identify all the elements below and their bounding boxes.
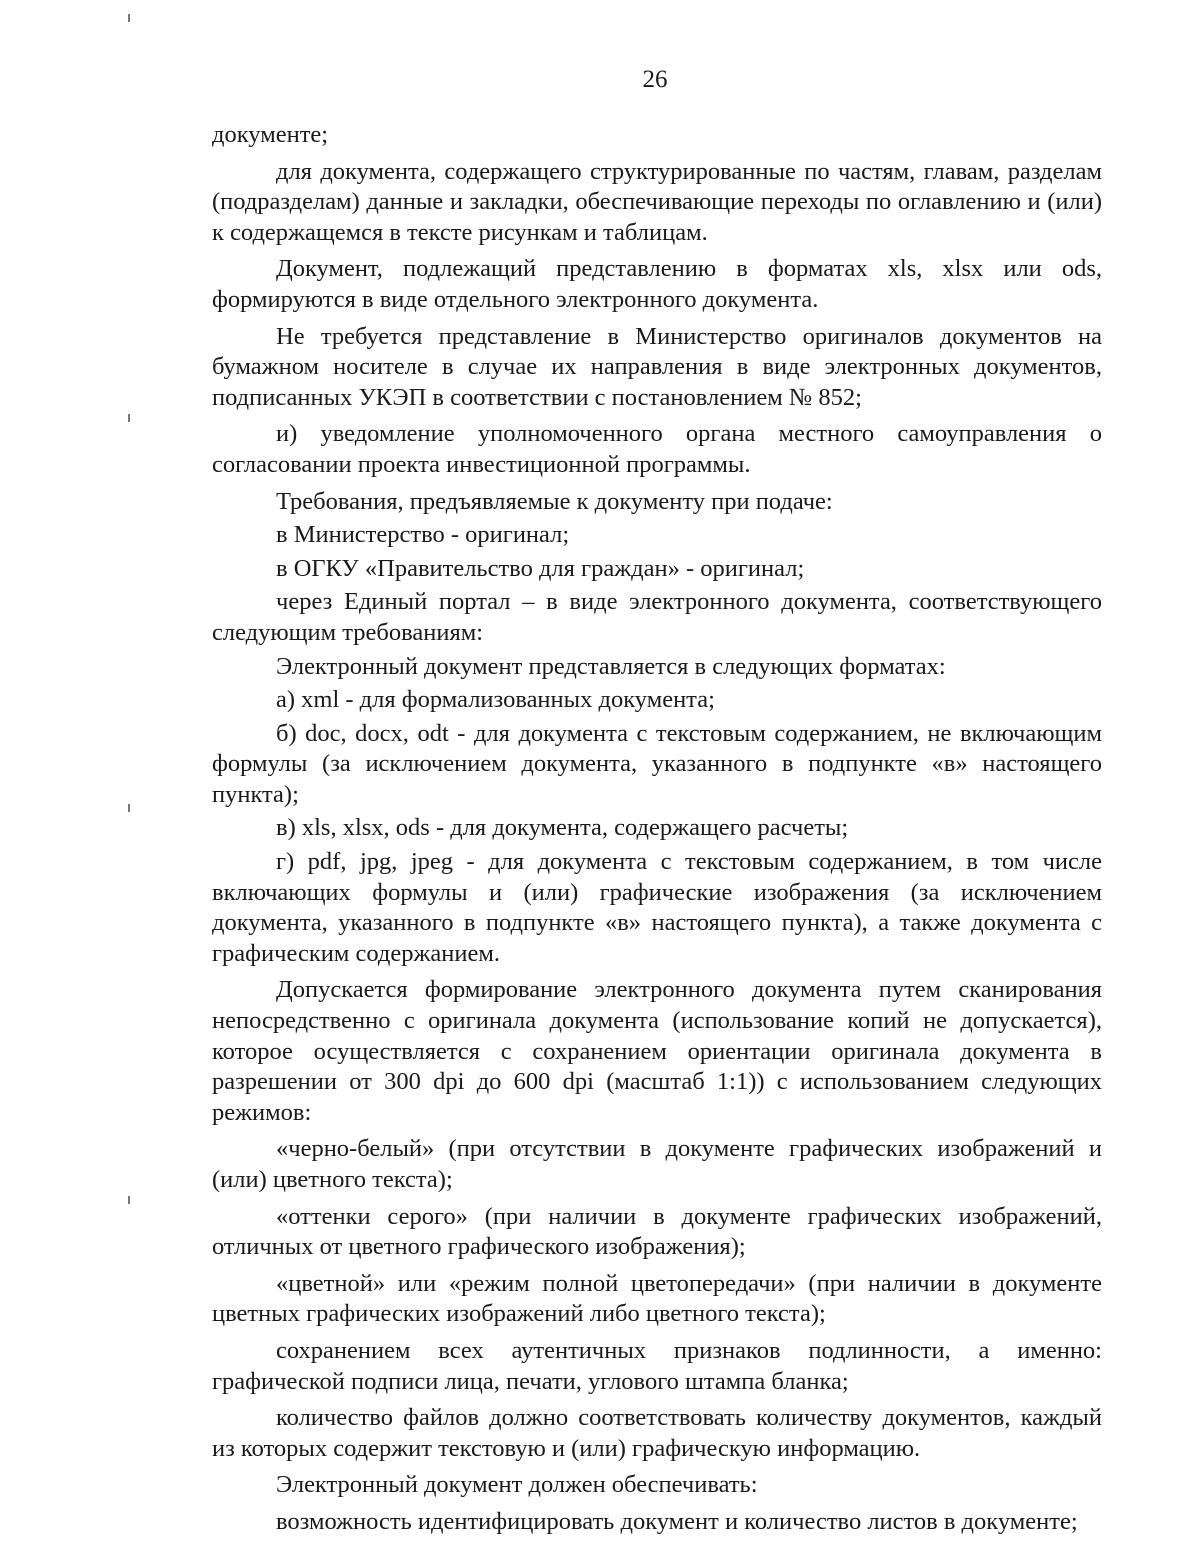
paragraph: количество файлов должно соответствовать количеству документов, каждый из которых содержит текстовую и (или) графическую информацию. <box>212 1404 1102 1462</box>
paragraph: для документа, содержащего структурированные по частям, главам, разделам (подразделам) данные и закладки, обеспечивающие переходы по оглавлению и (или) к содержащемся в тексте рисункам и таблицам. <box>212 157 1102 246</box>
paragraph: г) pdf, jpg, jpeg - для документа с текстовым содержанием, в том числе включающих формулы и (или) графические изображения (за исключением документа, указанного в подпункте «в» настоящего пункта), а также документа с графическим содержанием. <box>212 848 1102 967</box>
scan-edge-mark <box>128 1196 130 1204</box>
paragraph: в Министерство - оригинал; <box>276 521 570 549</box>
paragraph: в) xls, xlsx, ods - для документа, содержащего расчеты; <box>276 814 849 842</box>
paragraph: «черно-белый» (при отсутствии в документе графических изображений и (или) цветного текста); <box>212 1135 1102 1193</box>
paragraph: возможность идентифицировать документ и количество листов в документе; <box>276 1507 1078 1535</box>
paragraph: Требования, предъявляемые к документу при подаче: <box>276 487 833 515</box>
paragraph: «оттенки серого» (при наличии в документе графических изображений, отличных от цветного графического изображения); <box>212 1202 1102 1261</box>
paragraph: Не требуется представление в Министерство оригиналов документов на бумажном носителе в случае их направления в виде электронных документов, подписанных УКЭП в соответствии с постановлением № 852; <box>212 322 1102 411</box>
paragraph: Документ, подлежащий представлению в форматах xls, xlsx или ods, формируются в виде отдельного электронного документа. <box>212 255 1102 313</box>
paragraph: в ОГКУ «Правительство для граждан» - оригинал; <box>276 554 805 582</box>
paragraph: через Единый портал – в виде электронного документа, соответствующего следующим требованиям: <box>212 588 1102 646</box>
paragraph: документе; <box>212 121 329 148</box>
document-body <box>212 120 1102 1538</box>
paragraph: Допускается формирование электронного документа путем сканирования непосредственно с оригинала документа (использование копий не допускается), которое осуществляется с сохранением ориентации оригинала документа в разрешении от 300 dpi до 600 dpi (масштаб 1:1)) с использованием следующих режимов: <box>212 976 1102 1126</box>
scan-edge-mark <box>128 414 130 422</box>
paragraph: Электронный документ представляется в следующих форматах: <box>276 652 946 680</box>
page-number: 26 <box>642 66 668 93</box>
scan-edge-mark <box>128 804 130 812</box>
paragraph: «цветной» или «режим полной цветопередачи» (при наличии в документе цветных графических изображений либо цветного текста); <box>212 1269 1102 1328</box>
paragraph: сохранением всех аутентичных признаков подлинности, а именно: графической подписи лица, печати, углового штампа бланка; <box>212 1336 1102 1395</box>
paragraph: Электронный документ должен обеспечивать: <box>276 1471 758 1499</box>
paragraph: а) xml - для формализованных документа; <box>276 686 715 714</box>
scan-edge-mark <box>128 14 130 22</box>
paragraph: и) уведомление уполномоченного органа местного самоуправления о согласовании проекта инвестиционной программы. <box>212 420 1102 478</box>
paragraph: б) doc, docx, odt - для документа с текстовым содержанием, не включающим формулы (за исключением документа, указанного в подпункте «в» настоящего пункта); <box>212 719 1102 808</box>
